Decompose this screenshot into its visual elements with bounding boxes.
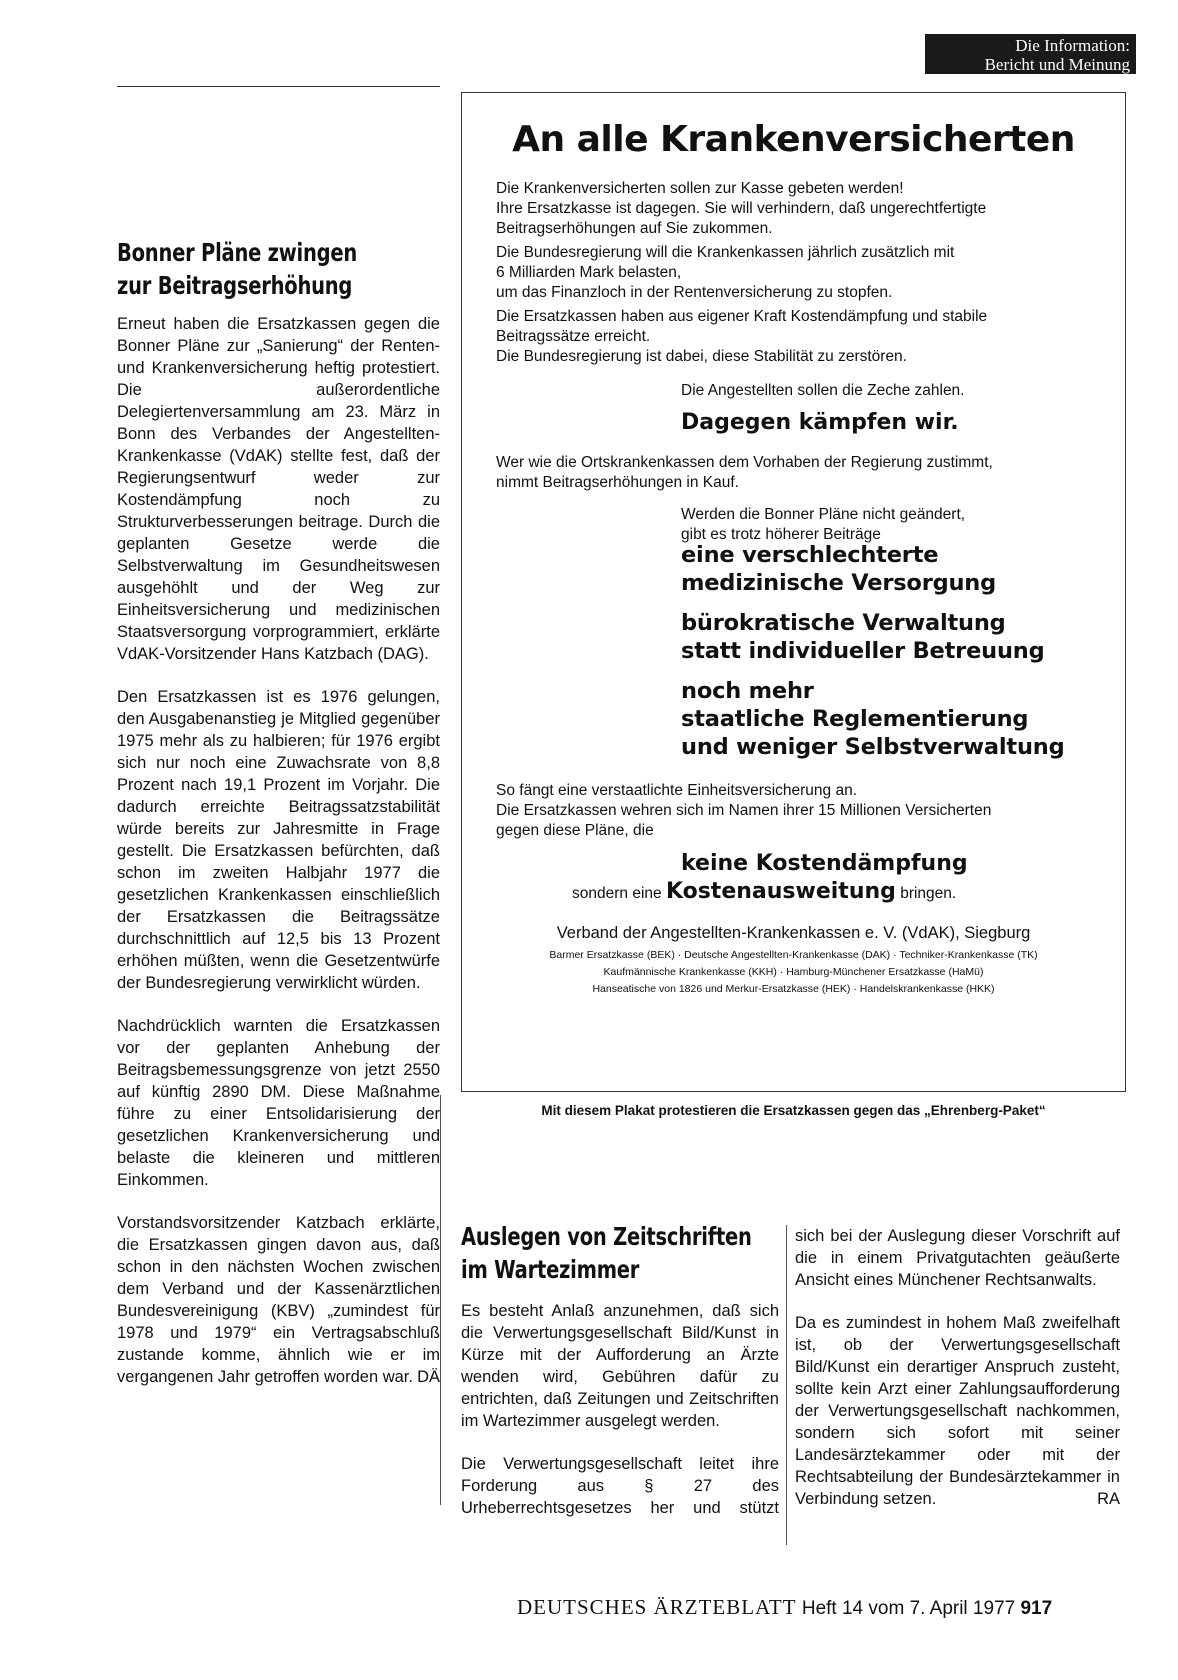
poster-title: An alle Krankenversicherten (512, 119, 1075, 160)
text-line: statt individueller Betreuung (681, 638, 1045, 664)
headline-line-2: im Wartezimmer (461, 1255, 640, 1284)
text-line: Die Ersatzkassen haben aus eigener Kraft Kostendämpfung und stabile (496, 308, 988, 325)
article2-column-1 (461, 1300, 779, 1519)
text-line: Die Angestellten sollen die Zeche zahlen. (681, 382, 965, 399)
poster-members (462, 947, 1125, 998)
poster-block-1 (496, 179, 986, 239)
poster-block-2 (496, 243, 954, 303)
poster-keine: keine Kostendämpfung (681, 851, 968, 876)
paragraph: Nachdrücklich warnten die Ersatzkassen vor der geplanten Anhebung der Beitragsbemessungsgrenze von jetzt 2550 auf künftig 2890 DM. Diese Maßnahme führe zu einer Entsolidarisierung der gesetzlichen Krankenversicherung und belaste die kleineren und mittleren Einkommen. (117, 1017, 440, 1189)
text-line: gegen diese Pläne, die (496, 822, 654, 839)
text-line: Die Bundesregierung will die Krankenkassen jährlich zusätzlich mit (496, 244, 955, 261)
text-line: Werden die Bonner Pläne nicht geändert, (681, 506, 966, 523)
sondern-text: sondern eine (572, 885, 662, 902)
text-line: gibt es trotz höherer Beiträge (681, 526, 881, 543)
text-line: medizinische Versorgung (681, 570, 997, 596)
article2-headline (461, 1220, 791, 1286)
signature: DÄ (417, 1368, 440, 1386)
text-line: Ihre Ersatzkasse ist dagegen. Sie will verhindern, daß ungerechtfertigte (496, 200, 987, 217)
paragraph: Erneut haben die Ersatzkassen gegen die Bonner Pläne zur „Sanierung“ der Renten- und Krankenversicherung heftig protestiert. Die außerordentliche Delegiertenversammlung am 23. März in Bonn des Verbandes der Angestellten-Krankenkasse (VdAK) stellte fest, daß der Regierungsentwurf weder zur Kostendämpfung noch zu Strukturverbesserungen beitrage. Durch die geplanten Gesetze werde die Selbstverwaltung im Gesundheitswesen ausgehöhlt und der Weg zur Einheitsversicherung und medizinischen Staatsversorgung vorprogrammiert, erklärte VdAK-Vorsitzender Hans Katzbach (DAG). (117, 315, 440, 663)
paragraph (795, 1312, 1120, 1510)
ausweitung-text: Kostenausweitung (665, 879, 896, 904)
signature: RA (1097, 1490, 1120, 1508)
article2-column-2 (795, 1225, 1120, 1510)
text-line: eine verschlechterte (681, 542, 939, 568)
article1-body (117, 313, 440, 1388)
page-number: 917 (1020, 1598, 1053, 1619)
poster-block-5 (496, 781, 991, 841)
headline-line-2: zur Beitragserhöhung (117, 271, 353, 300)
text-line: Die Bundesregierung ist dabei, diese Stabilität zu zerstören. (496, 348, 907, 365)
journal-name: DEUTSCHES ÄRZTEBLATT (517, 1595, 797, 1619)
poster (461, 92, 1126, 1092)
text-line: 6 Milliarden Mark belasten, (496, 264, 682, 281)
poster-zeche (681, 381, 965, 401)
bringen-text: bringen. (900, 885, 957, 902)
poster-dagegen: Dagegen kämpfen wir. (681, 410, 959, 435)
article1-headline (117, 236, 447, 302)
paragraph: Die Verwertungsgesellschaft leitet ihre Forderung aus § 27 des Urheberrechtsgesetzes her und stützt (461, 1455, 779, 1517)
text-line: staatliche Reglementierung (681, 706, 1029, 732)
text-line: Die Ersatzkassen wehren sich im Namen ihrer 15 Millionen Versicherten (496, 802, 992, 819)
column-divider (440, 1095, 441, 1505)
page-footer (517, 1595, 1052, 1620)
paragraph: sich bei der Auslegung dieser Vorschrift auf die in einem Privatgutachten geäußerte Ansicht eines Münchener Rechtsanwalts. (795, 1227, 1120, 1289)
headline-line-1: Bonner Pläne zwingen (117, 238, 358, 267)
text-line: Wer wie die Ortskrankenkassen dem Vorhaben der Regierung zustimmt, (496, 454, 993, 471)
paragraph-text: Da es zumindest in hohem Maß zweifelhaft ist, ob der Verwertungsgesellschaft Bild/Kunst ein derartiger Anspruch zusteht, sollte kein Arzt einer Zahlungsaufforderung der Verwertungsgesellschaft nachkommen, sondern sich sofort mit seiner Landesärztekammer oder mit der Rechtsabteilung der Bundesärztekammer in Verbindung setzen. (795, 1314, 1120, 1508)
text-line: So fängt eine verstaatlichte Einheitsversicherung an. (496, 782, 858, 799)
headline-line-1: Auslegen von Zeitschriften (461, 1222, 752, 1251)
column-divider (786, 1225, 787, 1545)
poster-verband: Verband der Angestellten-Krankenkassen e. V. (VdAK), Siegburg (556, 924, 1031, 942)
text-line: Die Krankenversicherten sollen zur Kasse gebeten werden! (496, 180, 904, 197)
section-badge (925, 34, 1136, 74)
text-line: nimmt Beitragserhöhungen in Kauf. (496, 474, 739, 491)
poster-block-4 (496, 453, 993, 493)
poster-bullet-1 (681, 541, 996, 597)
text-line: Beitragssätze erreicht. (496, 328, 651, 345)
text-line: Beitragserhöhungen auf Sie zukommen. (496, 220, 773, 237)
poster-caption: Mit diesem Plakat protestieren die Ersatzkassen gegen das „Ehrenberg-Paket“ (541, 1103, 1046, 1118)
paragraph: Es besteht Anlaß anzunehmen, daß sich die Verwertungsgesellschaft Bild/Kunst in Kürze mit der Aufforderung an Ärzte wenden wird, Gebühren dafür zu entrichten, daß Zeitungen und Zeitschriften im Wartezimmer ausgelegt werden. (461, 1302, 779, 1430)
member-line: Barmer Ersatzkasse (BEK) · Deutsche Angestellten-Krankenkasse (DAK) · Techniker-Krankenkasse (TK) (549, 949, 1038, 961)
poster-ausweitung-line (572, 877, 956, 909)
poster-bullet-3 (681, 677, 1064, 761)
badge-line-2: Bericht und Meinung (984, 55, 1130, 74)
member-line: Hanseatische von 1826 und Merkur-Ersatzkasse (HEK) · Handelskrankenkasse (HKK) (592, 983, 995, 995)
text-line: bürokratische Verwaltung (681, 610, 1006, 636)
poster-werden (681, 505, 965, 545)
paragraph: Den Ersatzkassen ist es 1976 gelungen, den Ausgabenanstieg je Mitglied gegenüber 1975 mehr als zu halbieren; für 1976 ergibt sich nur noch eine Zuwachsrate von 8,8 Prozent nach 19,1 Prozent im Vorjahr. Die dadurch erreichte Beitragssatzstabilität würde bereits zur Jahresmitte in Frage gestellt. Die Ersatzkassen befürchten, daß schon im zweiten Halbjahr 1977 die gesetzlichen Krankenkassen einschließlich der Ersatzkassen die Beitragssätze durchschnittlich auf 12,5 bis 13 Prozent erhöhen müßten, wenn die Gesetzentwürfe der Bundesregierung verwirklicht würden. (117, 688, 440, 992)
top-rule (117, 86, 440, 87)
paragraph-text: Vorstandsvorsitzender Katzbach erklärte, die Ersatzkassen gingen davon aus, daß schon in den nächsten Wochen zwischen dem Verband und der Kassenärztlichen Bundesvereinigung (KBV) „zumindest für 1978 und 1979“ ein Vertragsabschluß zustande komme, ähnlich wie er im vergangenen Jahr getroffen worden war. (117, 1214, 440, 1386)
poster-block-3 (496, 307, 987, 367)
issue-info: Heft 14 vom 7. April 1977 (801, 1598, 1016, 1619)
text-line: um das Finanzloch in der Rentenversicherung zu stopfen. (496, 284, 893, 301)
member-line: Kaufmännische Krankenkasse (KKH) · Hamburg-Münchener Ersatzkasse (HaMü) (603, 966, 984, 978)
badge-line-1: Die Information: (1015, 36, 1130, 55)
poster-bullet-2 (681, 609, 1044, 665)
text-line: und weniger Selbstverwaltung (681, 734, 1065, 760)
paragraph (117, 1212, 440, 1388)
text-line: noch mehr (681, 678, 814, 704)
